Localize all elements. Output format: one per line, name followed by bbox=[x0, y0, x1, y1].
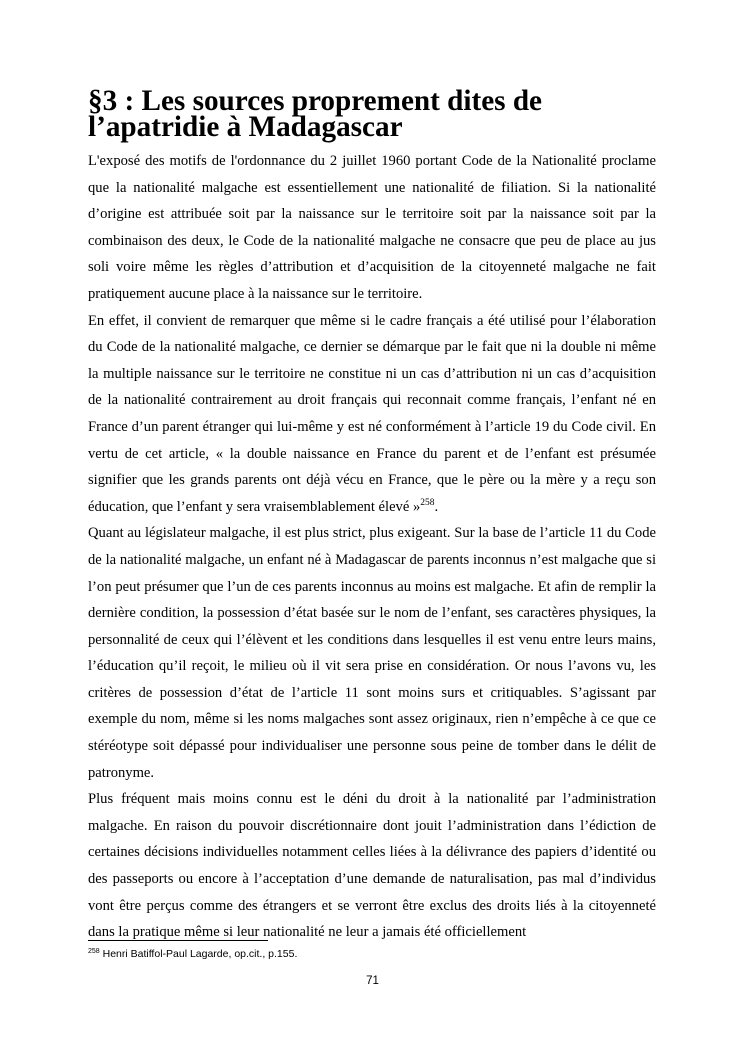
footnote-separator bbox=[88, 940, 268, 941]
paragraph-4: Plus fréquent mais moins connu est le déni du droit à la nationalité par l’administration malgache. En raison du pouvoir discrétionnaire dont jouit l’administration dans l’édiction de certaines décisions individuelles notamment celles liées à la délivrance des papiers d’identité ou des passeports ou encore à l’acceptation d’une demande de naturalisation, pas mal d’individus vont être perçus comme des étrangers et se verront être exclus des droits liés à la citoyenneté dans la pratique même si leur nationalité ne leur a jamais été officiellement bbox=[88, 791, 656, 941]
paragraph-2-end: . bbox=[434, 498, 439, 515]
paragraph-1: L'exposé des motifs de l'ordonnance du 2 juillet 1960 portant Code de la Nationalité proclame que la nationalité malgache est essentiellement une nationalité de filiation. Si la nationalité d’origine est attribuée soit par la naissance sur le territoire soit par la naissance soit par la combinaison des deux, le Code de la nationalité malgache ne consacre que peu de place au jus soli voire même les règles d’attribution et d’acquisition de la citoyenneté malgache ne fait pratiquement aucune place à la naissance sur le territoire. bbox=[88, 153, 656, 302]
page-number: 71 bbox=[366, 975, 379, 987]
paragraph-2-text: En effet, il convient de remarquer que même si le cadre français a été utilisé pour l’élaboration du Code de la nationalité malgache, ce dernier se démarque par le fait que ni la double ni même la multiple naissance sur le territoire ne constitue ni un cas d’attribution ni un cas d’acquisition de la nationalité contrairement au droit français qui reconnait comme français, l’enfant né en France d’un parent étranger qui lui-même y est né conformément à l’article 19 du Code civil. En vertu de cet article, « la double naissance en France du parent et de l’enfant est présumée signifier que les grands parents ont déjà vécu en France, que le père ou la mère y a reçu son éducation, que l’enfant y sera vraisemblablement élevé » bbox=[88, 312, 656, 515]
footnote bbox=[88, 947, 656, 961]
footnote-reference[interactable]: 258 bbox=[420, 497, 435, 508]
document-page bbox=[88, 85, 656, 946]
paragraph-2 bbox=[88, 308, 656, 521]
section-heading: §3 : Les sources proprement dites de l’apatridie à Madagascar bbox=[88, 85, 543, 143]
footnote-number: 258 bbox=[88, 948, 100, 955]
paragraph-3: Quant au législateur malgache, il est plus strict, plus exigeant. Sur la base de l’article 11 du Code de la nationalité malgache, un enfant né à Madagascar de parents inconnus n’est malgache que si l’on peut présumer que l’un de ces parents inconnus au moins est malgache. Et afin de remplir la dernière condition, la possession d’état basée sur le nom de l’enfant, ses caractères physiques, la personnalité de ceux qui l’élèvent et les conditions dans lesquelles il est venu entre leurs mains, l’éducation qu’il reçoit, le milieu où il vit sera prise en considération. Or nous l’avons vu, les critères de possession d’état de l’article 11 sont moins surs et critiquables. S’agissant par exemple du nom, même si les noms malgaches sont assez originaux, rien n’empêche à ce que ce stéréotype soit dépassé pour individualiser une personne sous peine de tomber dans le délit de patronyme. bbox=[88, 525, 656, 781]
footnote-text: Henri Batiffol-Paul Lagarde, op.cit., p.155. bbox=[99, 948, 298, 960]
